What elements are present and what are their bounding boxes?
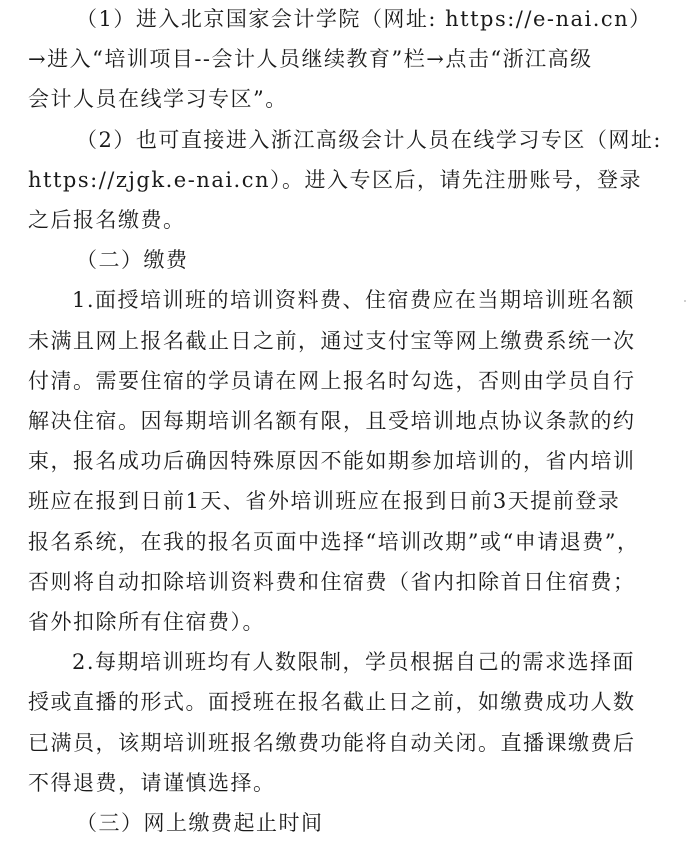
text-line-18: 授或直播的形式。面授班在报名截止日之前，如缴费成功人数 — [28, 690, 636, 715]
text-line-4: （2）也可直接进入浙江高级会计人员在线学习专区（网址: — [76, 127, 662, 152]
section-heading-payment-period: （三）网上缴费起止时间 — [76, 811, 324, 835]
text-line-11: 解决住宿。因每期培训名额有限，且受培训地点协议条款的约 — [28, 409, 636, 433]
text-line-16: 省外扣除所有住宿费）。 — [28, 610, 265, 634]
section-heading-fee: （二）缴费 — [76, 248, 189, 273]
scan-speck — [684, 300, 686, 302]
text-line-14: 报名系统，在我的报名页面中选择“培训改期”或“申请退费”， — [28, 529, 640, 554]
text-line-5: https://zjgk.e-nai.cn）。进入专区后，请先注册账号，登录 — [28, 167, 643, 192]
text-line-20: 不得退费，请谨慎选择。 — [28, 770, 276, 795]
text-line-1: （1）进入北京国家会计学院（网址: https://e-nai.cn） — [76, 7, 652, 31]
text-line-10: 付清。需要住宿的学员请在网上报名时勾选，否则由学员自行 — [28, 368, 636, 393]
text-line-9: 未满且网上报名截止日之前，通过支付宝等网上缴费系统一次 — [28, 328, 636, 353]
text-line-13: 班应在报到日前1天、省外培训班应在报到日前3天提前登录 — [28, 489, 621, 514]
text-line-8: 1.面授培训班的培训资料费、住宿费应在当期培训班名额 — [72, 288, 636, 313]
text-line-3: 会计人员在线学习专区”。 — [28, 87, 288, 112]
text-line-17: 2.每期培训班均有人数限制，学员根据自己的需求选择面 — [72, 650, 636, 675]
text-line-12: 束，报名成功后确因特殊原因不能如期参加培训的，省内培训 — [28, 449, 636, 474]
text-line-6: 之后报名缴费。 — [28, 208, 186, 232]
text-line-19: 已满员，该期培训班报名缴费功能将自动关闭。直播课缴费后 — [28, 730, 636, 755]
text-line-15: 否则将自动扣除培训资料费和住宿费（省内扣除首日住宿费； — [28, 569, 636, 594]
text-line-2: →进入“培训项目--会计人员继续教育”栏→点击“浙江高级 — [28, 47, 593, 72]
